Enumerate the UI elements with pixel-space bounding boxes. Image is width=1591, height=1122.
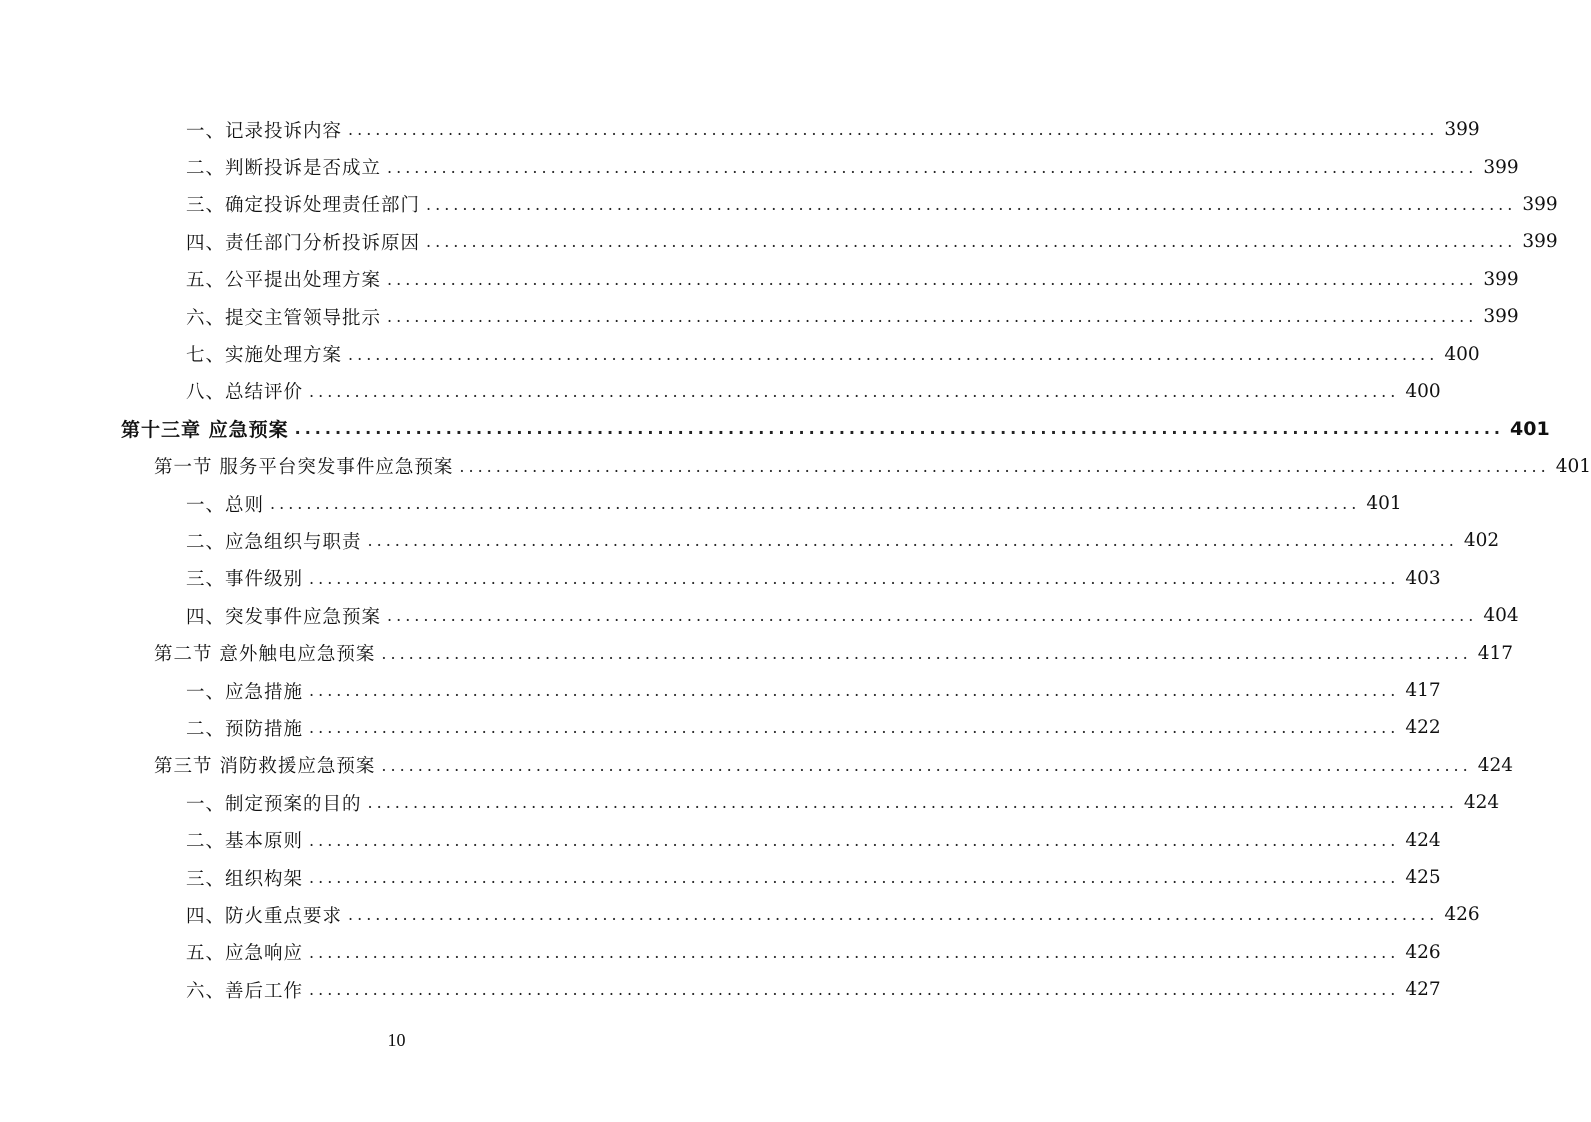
toc-entry-page-number: 424 xyxy=(1477,754,1514,776)
toc-entry-title: 五、应急响应 xyxy=(186,943,304,965)
toc-entry-page-number: 399 xyxy=(1483,268,1519,290)
dot-leader: ........................................................................................................................ xyxy=(367,531,1458,551)
toc-entry-item[interactable] xyxy=(0,672,1441,709)
toc-entry-title: 三、组织构架 xyxy=(186,868,304,890)
toc-entry-page-number: 424 xyxy=(1463,792,1500,814)
toc-entry-title: 七、实施处理方案 xyxy=(186,345,343,367)
toc-entry-title: 第二节 意外触电应急预案 xyxy=(154,644,376,666)
dot-leader: ........................................................................................................................ xyxy=(459,456,1550,476)
toc-entry-title: 二、应急组织与职责 xyxy=(186,531,362,553)
toc-entry-item[interactable] xyxy=(0,261,1519,298)
toc-entry-item[interactable] xyxy=(0,934,1441,971)
toc-entry-page-number: 426 xyxy=(1405,941,1441,963)
toc-entry-title: 一、记录投诉内容 xyxy=(186,120,343,142)
toc-entry-page-number: 424 xyxy=(1405,829,1441,851)
dot-leader: ........................................................................................................................ xyxy=(426,194,1517,214)
toc-entry-item[interactable] xyxy=(0,896,1480,933)
toc-entry-page-number: 417 xyxy=(1477,642,1514,664)
toc-entry-title: 第三节 消防救援应急预案 xyxy=(154,756,376,778)
dot-leader: ........................................................................................................................ xyxy=(387,157,1478,177)
toc-entry-item[interactable] xyxy=(0,971,1441,1008)
dot-leader: ........................................................................................................................ xyxy=(348,344,1439,364)
toc-entry-page-number: 399 xyxy=(1483,156,1519,178)
toc-entry-page-number: 403 xyxy=(1405,567,1441,589)
toc-entry-title: 二、判断投诉是否成立 xyxy=(186,158,382,180)
dot-leader: ........................................................................................................................ xyxy=(426,232,1517,252)
dot-leader: ........................................................................................................................ xyxy=(309,718,1400,738)
dot-leader: ........................................................................................................................ xyxy=(309,942,1400,962)
toc-entry-title: 三、确定投诉处理责任部门 xyxy=(186,195,421,217)
toc-entry-item[interactable] xyxy=(0,709,1441,746)
toc-entry-title: 第一节 服务平台突发事件应急预案 xyxy=(154,457,454,479)
dot-leader: ........................................................................................................................ xyxy=(309,381,1400,401)
toc-entry-item[interactable] xyxy=(0,859,1441,896)
toc-entry-title: 二、预防措施 xyxy=(186,718,304,740)
toc-entry-title: 一、制定预案的目的 xyxy=(186,793,362,815)
toc-entry-title: 四、责任部门分析投诉原因 xyxy=(186,232,421,254)
toc-entry-page-number: 399 xyxy=(1444,119,1480,141)
toc-entry-title: 第十三章 应急预案 xyxy=(121,419,289,442)
toc-entry-page-number: 404 xyxy=(1483,605,1519,627)
toc-entry-section[interactable] xyxy=(0,448,1591,485)
page-number: 10 xyxy=(387,1030,406,1050)
toc-entry-page-number: 426 xyxy=(1444,904,1480,926)
toc-entry-title: 一、应急措施 xyxy=(186,681,304,703)
dot-leader: ........................................................................................................................ xyxy=(387,269,1478,289)
toc-entry-page-number: 399 xyxy=(1522,231,1558,253)
toc-entry-title: 八、总结评价 xyxy=(186,382,304,404)
toc-entry-title: 四、突发事件应急预案 xyxy=(186,606,382,628)
toc-entry-section[interactable] xyxy=(0,747,1514,784)
dot-leader: ........................................................................................................................ xyxy=(294,419,1504,439)
dot-leader: ........................................................................................................................ xyxy=(387,307,1478,327)
toc-entry-item[interactable] xyxy=(0,148,1519,185)
table-of-contents xyxy=(0,111,1591,1008)
dot-leader: ........................................................................................................................ xyxy=(309,980,1400,1000)
dot-leader: ........................................................................................................................ xyxy=(309,868,1400,887)
toc-entry-item[interactable] xyxy=(0,111,1480,148)
dot-leader: ........................................................................................................................ xyxy=(348,120,1439,140)
dot-leader: ........................................................................................................................ xyxy=(309,830,1400,850)
toc-entry-page-number: 401 xyxy=(1510,417,1550,440)
toc-entry-title: 六、善后工作 xyxy=(186,980,304,1002)
toc-entry-item[interactable] xyxy=(0,485,1402,522)
toc-entry-page-number: 425 xyxy=(1405,867,1441,888)
dot-leader: ........................................................................................................................ xyxy=(309,681,1400,701)
toc-entry-title: 六、提交主管领导批示 xyxy=(186,307,382,329)
toc-entry-item[interactable] xyxy=(0,784,1500,821)
dot-leader: ........................................................................................................................ xyxy=(270,494,1361,514)
toc-entry-item[interactable] xyxy=(0,373,1441,410)
dot-leader: ........................................................................................................................ xyxy=(309,568,1400,588)
toc-entry-item[interactable] xyxy=(0,560,1441,597)
toc-entry-title: 四、防火重点要求 xyxy=(186,905,343,927)
toc-entry-chapter[interactable] xyxy=(0,410,1550,447)
toc-entry-title: 五、公平提出处理方案 xyxy=(186,270,382,292)
dot-leader: ........................................................................................................................ xyxy=(367,793,1458,813)
toc-entry-page-number: 427 xyxy=(1405,979,1441,1001)
dot-leader: ........................................................................................................................ xyxy=(381,755,1472,775)
toc-entry-page-number: 402 xyxy=(1463,530,1500,552)
toc-entry-page-number: 422 xyxy=(1405,717,1441,739)
toc-entry-title: 二、基本原则 xyxy=(186,831,304,853)
dot-leader: ........................................................................................................................ xyxy=(381,643,1472,663)
toc-entry-page-number: 401 xyxy=(1366,493,1402,515)
toc-entry-title: 一、总则 xyxy=(186,494,265,516)
toc-entry-title: 三、事件级别 xyxy=(186,569,304,591)
toc-entry-item[interactable] xyxy=(0,223,1558,260)
toc-entry-item[interactable] xyxy=(0,821,1441,858)
toc-entry-page-number: 401 xyxy=(1555,455,1591,477)
toc-entry-page-number: 399 xyxy=(1483,306,1519,328)
toc-entry-page-number: 400 xyxy=(1405,380,1441,402)
toc-entry-item[interactable] xyxy=(0,298,1519,335)
toc-entry-page-number: 417 xyxy=(1405,680,1441,702)
dot-leader: ........................................................................................................................ xyxy=(348,905,1439,925)
toc-entry-page-number: 400 xyxy=(1444,343,1480,365)
toc-entry-item[interactable] xyxy=(0,597,1519,634)
dot-leader: ........................................................................................................................ xyxy=(387,606,1478,626)
toc-entry-item[interactable] xyxy=(0,335,1480,372)
toc-entry-item[interactable] xyxy=(0,186,1558,223)
toc-entry-item[interactable] xyxy=(0,522,1500,559)
toc-entry-page-number: 399 xyxy=(1522,193,1558,215)
toc-entry-section[interactable] xyxy=(0,634,1514,671)
